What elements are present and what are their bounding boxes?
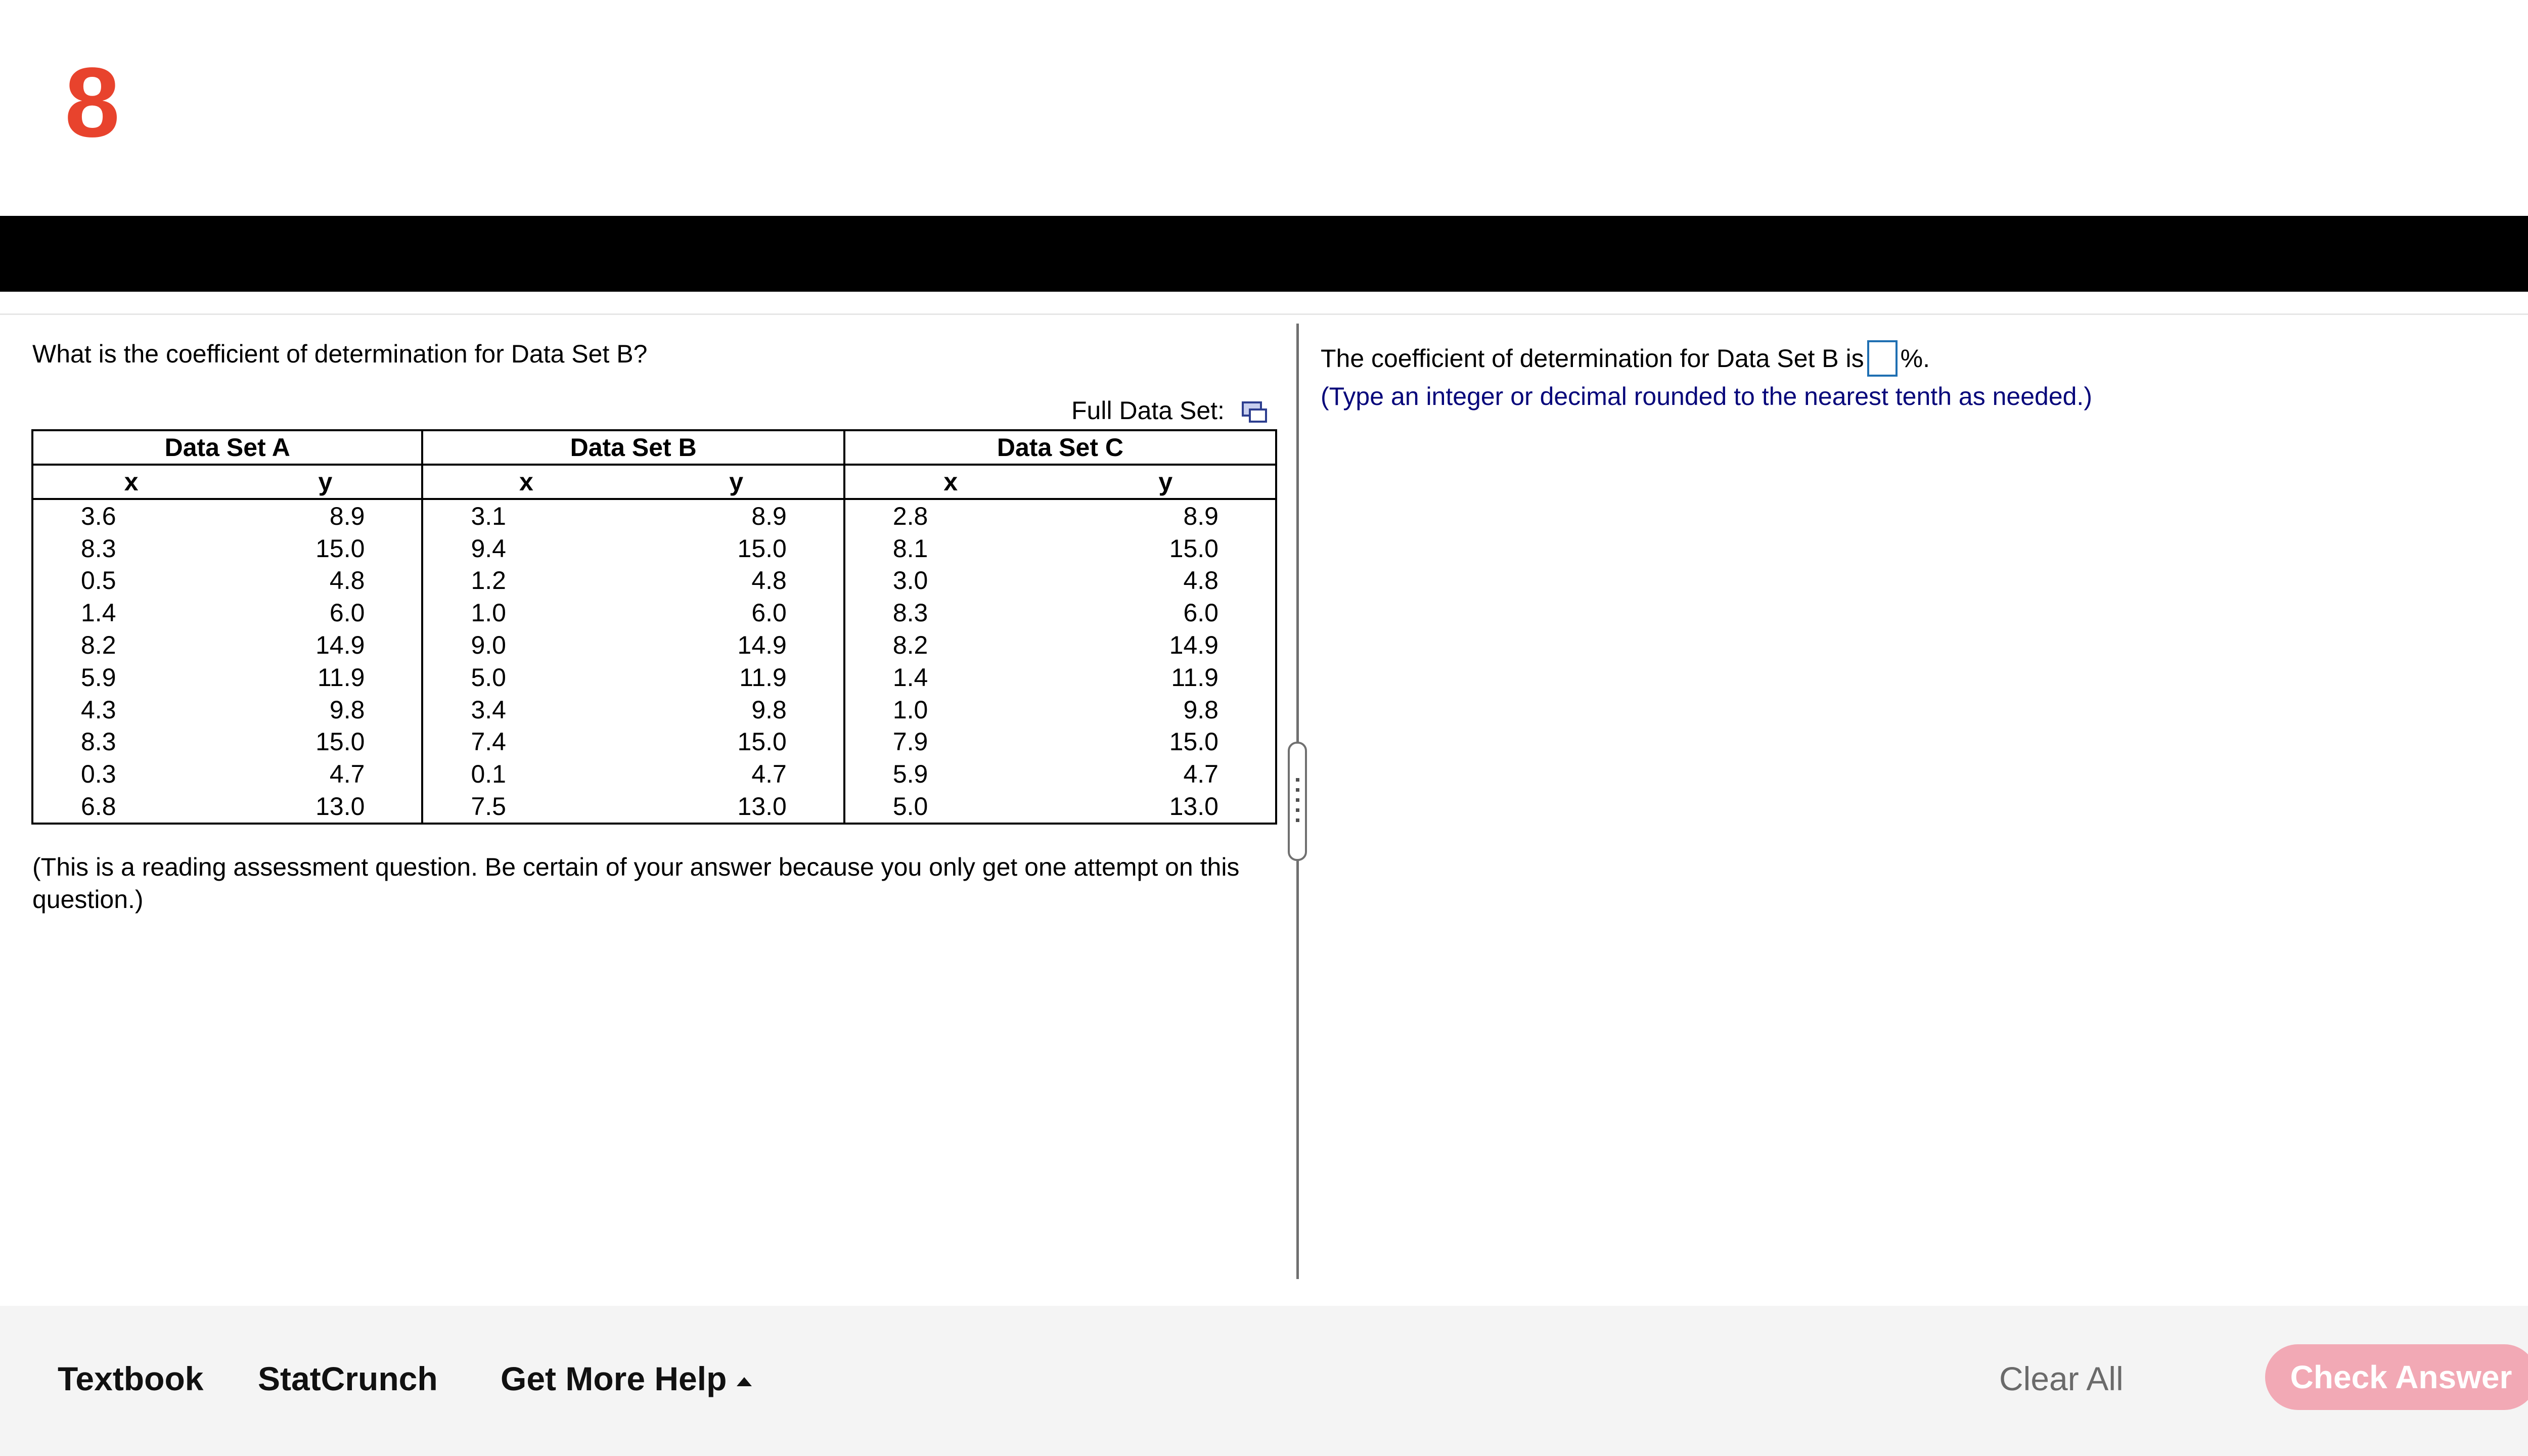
footer-bar [0, 1306, 2528, 1456]
table-cell: 8.1 [844, 532, 1056, 565]
column-header: x [422, 465, 629, 499]
table-cell: 4.8 [1183, 566, 1218, 595]
table-cell: 4.7 [751, 760, 787, 789]
table-row [32, 532, 1276, 565]
table-cell: 3.4 [422, 694, 629, 726]
table-cell: 4.8 [751, 566, 787, 595]
column-header: y [1056, 465, 1276, 499]
table-cell: 15.0 [737, 534, 787, 563]
answer-prefix: The coefficient of determination for Data Set B is [1321, 344, 1864, 373]
answer-statement [1321, 340, 1930, 377]
clear-all-button[interactable]: Clear All [1999, 1360, 2124, 1397]
table-cell: 6.0 [1183, 599, 1218, 627]
table-cell: 14.9 [1169, 631, 1218, 660]
table-row [32, 726, 1276, 758]
statcrunch-link[interactable]: StatCrunch [258, 1360, 438, 1397]
table-cell: 8.2 [844, 629, 1056, 661]
table-cell: 6.8 [81, 792, 116, 821]
table-cell: 15.0 [315, 727, 365, 756]
get-more-help-menu[interactable] [501, 1359, 752, 1398]
table-cell: 5.0 [422, 661, 629, 694]
full-data-label: Full Data Set: [1071, 396, 1225, 425]
full-data-set [1071, 396, 1266, 425]
table-cell: 15.0 [315, 534, 365, 563]
table-cell: 0.5 [81, 566, 116, 595]
table-row [32, 629, 1276, 661]
table-cell: 3.0 [844, 565, 1056, 597]
table-cell: 8.3 [844, 597, 1056, 629]
table-cell: 2.8 [844, 499, 1056, 532]
table-body [32, 499, 1276, 824]
table-cell: 9.4 [422, 532, 629, 565]
group-header: Data Set B [422, 430, 844, 465]
table-cell: 8.3 [81, 727, 116, 756]
table-cell: 9.8 [1183, 695, 1218, 724]
table-row [32, 758, 1276, 790]
column-header: y [229, 465, 422, 499]
table-cell: 6.0 [329, 599, 365, 627]
table-cell: 7.5 [422, 790, 629, 824]
table-row [32, 565, 1276, 597]
table-cell: 1.0 [844, 694, 1056, 726]
table-cell: 4.7 [1183, 760, 1218, 789]
table-cell: 13.0 [737, 792, 787, 821]
table-cell: 15.0 [1169, 534, 1218, 563]
answer-pane [1301, 315, 2528, 1306]
table-cell: 1.0 [422, 597, 629, 629]
table-cell: 8.3 [81, 534, 116, 563]
table-cell: 5.9 [81, 663, 116, 692]
table-cell: 7.4 [422, 726, 629, 758]
table-cell: 4.3 [81, 695, 116, 724]
column-header: x [32, 465, 229, 499]
table-cell: 14.9 [315, 631, 365, 660]
table-cell: 3.1 [422, 499, 629, 532]
table-cell: 1.2 [422, 565, 629, 597]
table-cell: 0.1 [422, 758, 629, 790]
table-cell: 8.9 [751, 502, 787, 530]
table-cell: 15.0 [1169, 727, 1218, 756]
answer-suffix: %. [1900, 344, 1930, 373]
table-cell: 8.9 [1183, 502, 1218, 530]
table-row [32, 790, 1276, 824]
table-cell: 5.0 [844, 790, 1056, 824]
table-cell: 1.4 [81, 599, 116, 627]
table-cell: 9.8 [751, 695, 787, 724]
question-text: What is the coefficient of determination for Data Set B? [32, 340, 648, 368]
table-cell: 8.9 [329, 502, 365, 530]
data-table [31, 429, 1277, 825]
table-cell: 4.7 [329, 760, 365, 789]
table-row [32, 694, 1276, 726]
header-bar [0, 216, 2528, 292]
table-row [32, 499, 1276, 532]
check-answer-button[interactable]: Check Answer [2265, 1344, 2528, 1410]
get-more-help-label: Get More Help [501, 1360, 727, 1397]
table-cell: 3.6 [81, 502, 116, 530]
assessment-note: (This is a reading assessment question. Be certain of your answer because you only get one attempt on this question.) [32, 853, 1240, 914]
table-cell: 13.0 [315, 792, 365, 821]
table-cell: 7.9 [844, 726, 1056, 758]
table-row [32, 661, 1276, 694]
caret-up-icon [737, 1377, 752, 1386]
group-header: Data Set A [32, 430, 422, 465]
table-cell: 9.8 [329, 695, 365, 724]
table-cell: 4.8 [329, 566, 365, 595]
table-cell: 15.0 [737, 727, 787, 756]
question-pane [0, 315, 1297, 1306]
table-cell: 11.9 [317, 663, 365, 692]
column-header: x [844, 465, 1056, 499]
table-cell: 9.0 [422, 629, 629, 661]
column-header: y [629, 465, 844, 499]
textbook-link[interactable]: Textbook [58, 1360, 204, 1397]
table-cell: 11.9 [739, 663, 787, 692]
group-header: Data Set C [844, 430, 1276, 465]
table-cell: 11.9 [1171, 663, 1218, 692]
table-cell: 8.2 [81, 631, 116, 660]
answer-input[interactable] [1867, 340, 1898, 377]
table-cell: 14.9 [737, 631, 787, 660]
table-cell: 6.0 [751, 599, 787, 627]
table-cell: 5.9 [844, 758, 1056, 790]
table-row [32, 597, 1276, 629]
table-cell: 1.4 [844, 661, 1056, 694]
table-cell: 13.0 [1169, 792, 1218, 821]
popout-icon[interactable] [1242, 400, 1266, 421]
answer-hint: (Type an integer or decimal rounded to the nearest tenth as needed.) [1321, 382, 2092, 411]
table-cell: 0.3 [81, 760, 116, 789]
question-number: 8 [65, 47, 120, 158]
